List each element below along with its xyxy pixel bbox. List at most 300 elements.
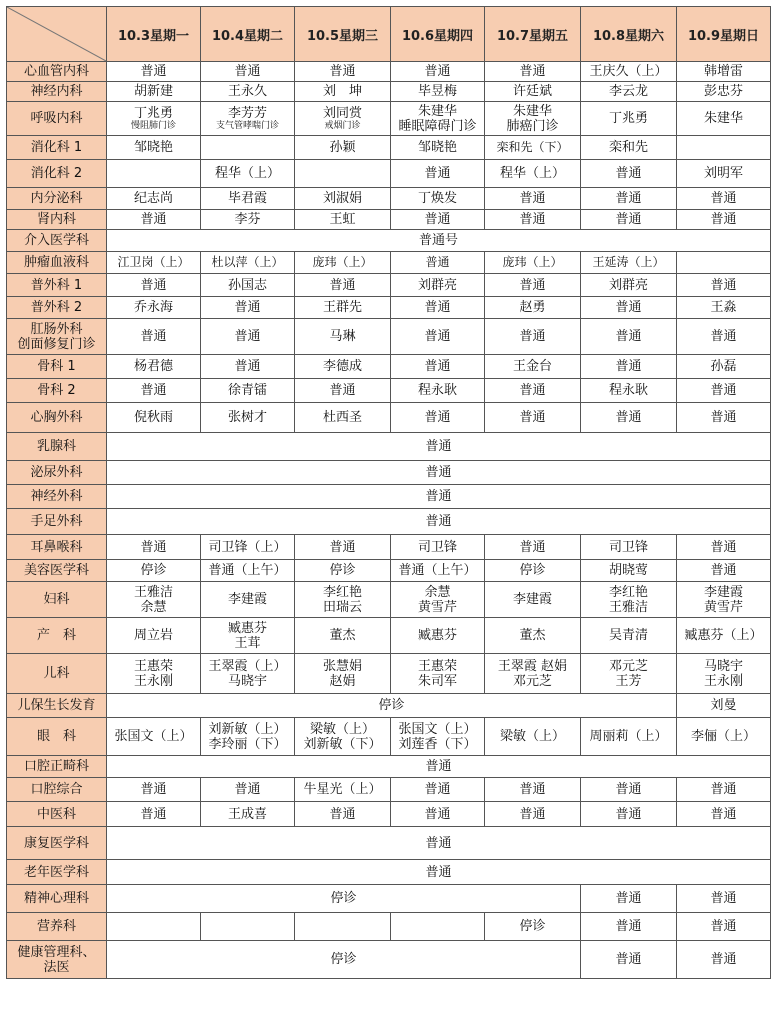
- day-header: 10.6星期四: [391, 7, 485, 62]
- merged-cell: 停诊: [107, 694, 677, 718]
- cell-line: 朱司军: [417, 673, 457, 689]
- schedule-cell: [295, 355, 391, 379]
- department-line: 儿保生长发育: [17, 698, 96, 713]
- department-row: [7, 941, 771, 979]
- cell-line: 赵勇: [519, 300, 546, 315]
- department-row: [7, 160, 771, 188]
- schedule-cell: [107, 654, 201, 694]
- department-line: 营养科: [36, 919, 76, 934]
- department-name: [7, 618, 107, 654]
- department-row: [7, 802, 771, 827]
- cell-line: 停诊: [519, 563, 546, 578]
- schedule-cell: [485, 355, 581, 379]
- cell-line: 普通: [710, 212, 737, 227]
- cell-line: 朱建华: [512, 103, 552, 119]
- merged-cell: 普通: [107, 433, 771, 461]
- department-line: 康复医学科: [23, 835, 89, 851]
- cell-line: 普通: [615, 952, 642, 967]
- schedule-cell: [201, 355, 295, 379]
- schedule-cell: [391, 297, 485, 319]
- cell-line: 普通: [615, 329, 642, 344]
- department-line: 心胸外科: [30, 410, 83, 425]
- cell-line: 杜西圣: [322, 410, 362, 425]
- schedule-cell: [295, 718, 391, 756]
- schedule-cell: [677, 210, 771, 230]
- schedule-cell: [391, 618, 485, 654]
- schedule-cell: [391, 355, 485, 379]
- cell-line: 孙颖: [329, 140, 356, 155]
- cell-line: 肺癌门诊: [506, 118, 559, 134]
- department-name: [7, 913, 107, 941]
- cell-line: 普通: [615, 806, 642, 822]
- department-row: [7, 379, 771, 403]
- cell-line: 毕君霞: [227, 191, 267, 206]
- cell-line: 李芬: [234, 212, 261, 227]
- department-row: [7, 509, 771, 535]
- cell-line: 普通: [234, 359, 261, 374]
- cell-line: 普通: [140, 277, 167, 293]
- schedule-cell: [391, 136, 485, 160]
- schedule-cell: [485, 718, 581, 756]
- cell-line: 普通: [140, 539, 167, 555]
- cell-line: 王庆久（上）: [589, 64, 668, 79]
- schedule-cell: [107, 718, 201, 756]
- schedule-cell: [485, 560, 581, 582]
- cell-line: 栾和先（下）: [496, 140, 569, 154]
- department-name: [7, 102, 107, 136]
- schedule-cell: [107, 62, 201, 82]
- schedule-cell: [677, 694, 771, 718]
- cell-line: 王雅洁: [133, 584, 173, 600]
- schedule-cell: [107, 802, 201, 827]
- schedule-cell: [295, 82, 391, 102]
- schedule-cell: [485, 913, 581, 941]
- cell-line: 普通: [615, 782, 642, 797]
- department-row: [7, 82, 771, 102]
- schedule-cell: [295, 582, 391, 618]
- schedule-cell: [201, 535, 295, 560]
- schedule-cell: [107, 210, 201, 230]
- schedule-cell: [485, 319, 581, 355]
- department-line: 手足外科: [30, 514, 83, 529]
- schedule-cell: [391, 62, 485, 82]
- merged-cell: 停诊: [107, 941, 581, 979]
- department-name: [7, 379, 107, 403]
- cell-line: 马晓宇: [703, 658, 743, 674]
- schedule-cell: [391, 82, 485, 102]
- cell-line: 普通: [424, 359, 451, 374]
- clinic-subtitle: 慢阻肺门诊: [130, 120, 176, 131]
- cell-line: 司卫锋: [608, 539, 648, 555]
- department-row: [7, 582, 771, 618]
- schedule-cell: [485, 379, 581, 403]
- department-line: 儿科: [43, 666, 70, 681]
- department-line: 创面修复门诊: [17, 336, 96, 352]
- merged-cell: 普通: [107, 756, 771, 778]
- cell-line: 普通: [519, 191, 546, 206]
- schedule-cell: [581, 136, 677, 160]
- schedule-cell: [391, 778, 485, 802]
- schedule-cell: [485, 297, 581, 319]
- cell-line: 王惠荣: [417, 658, 457, 674]
- department-line: 心血管内科: [23, 64, 89, 79]
- schedule-cell: [677, 582, 771, 618]
- department-line: 口腔正畸科: [23, 759, 89, 774]
- schedule-cell: [107, 403, 201, 433]
- cell-line: 普通: [615, 300, 642, 315]
- schedule-cell: [201, 582, 295, 618]
- cell-line: 普通: [519, 410, 546, 425]
- department-row: [7, 860, 771, 885]
- day-header: 10.5星期三: [295, 7, 391, 62]
- department-name: [7, 802, 107, 827]
- day-header: 10.9星期日: [677, 7, 771, 62]
- schedule-cell: [201, 379, 295, 403]
- schedule-cell: [391, 560, 485, 582]
- cell-line: 邹晓艳: [133, 140, 173, 155]
- cell-line: 普通: [424, 782, 451, 797]
- cell-line: 普通: [519, 782, 546, 797]
- cell-line: 普通: [140, 806, 167, 822]
- schedule-cell: [677, 252, 771, 274]
- cell-line: 邓元芝: [608, 658, 648, 674]
- cell-line: 王翠霞（上）: [208, 658, 287, 674]
- schedule-cell: [677, 136, 771, 160]
- cell-line: 余慧: [424, 584, 451, 600]
- department-name: [7, 136, 107, 160]
- cell-line: 丁焕发: [417, 191, 457, 206]
- cell-line: 董杰: [329, 628, 356, 643]
- department-line: 美容医学科: [23, 563, 89, 578]
- department-name: [7, 355, 107, 379]
- department-line: 中医科: [36, 806, 76, 822]
- cell-line: 李云龙: [608, 84, 648, 99]
- corner-cell: [7, 7, 107, 62]
- cell-line: 普通: [519, 539, 546, 555]
- department-row: [7, 885, 771, 913]
- department-row: [7, 355, 771, 379]
- department-row: [7, 778, 771, 802]
- schedule-cell: [295, 62, 391, 82]
- department-name: [7, 252, 107, 274]
- schedule-cell: [677, 535, 771, 560]
- schedule-cell: [391, 379, 485, 403]
- cell-line: 李建霞: [227, 592, 267, 607]
- cell-line: 刘莲香（下）: [398, 736, 477, 752]
- cell-line: 普通: [615, 410, 642, 425]
- merged-cell: 普通: [107, 827, 771, 860]
- department-row: [7, 62, 771, 82]
- schedule-cell: [295, 188, 391, 210]
- schedule-cell: [485, 252, 581, 274]
- schedule-cell: [201, 62, 295, 82]
- schedule-cell: [677, 654, 771, 694]
- schedule-cell: [485, 160, 581, 188]
- schedule-cell: [201, 403, 295, 433]
- department-row: [7, 210, 771, 230]
- cell-line: 朱建华: [417, 103, 457, 119]
- department-line: 精神心理科: [23, 891, 89, 906]
- department-row: [7, 252, 771, 274]
- schedule-cell: [295, 403, 391, 433]
- cell-line: 王群先: [322, 300, 362, 315]
- cell-line: 普通: [140, 329, 167, 344]
- cell-line: 普通: [710, 952, 737, 967]
- schedule-cell: [677, 941, 771, 979]
- schedule-cell: [677, 188, 771, 210]
- schedule-cell: [581, 778, 677, 802]
- schedule-cell: [485, 582, 581, 618]
- schedule-cell: [295, 274, 391, 297]
- schedule-cell: [677, 62, 771, 82]
- cell-line: 普通: [424, 166, 451, 181]
- schedule-cell: [201, 82, 295, 102]
- merged-cell: 普通: [107, 860, 771, 885]
- department-line: 呼吸内科: [30, 111, 83, 126]
- schedule-cell: [201, 718, 295, 756]
- schedule-cell: [581, 802, 677, 827]
- cell-line: 张国文（上）: [398, 721, 477, 737]
- cell-line: 臧惠芬: [417, 628, 457, 643]
- cell-line: 胡晓莺: [608, 563, 648, 578]
- schedule-cell: [391, 210, 485, 230]
- schedule-cell: [201, 274, 295, 297]
- cell-line: 停诊: [519, 919, 546, 934]
- cell-line: 普通: [329, 806, 356, 822]
- schedule-cell: [485, 82, 581, 102]
- schedule-cell: [677, 355, 771, 379]
- department-name: [7, 941, 107, 979]
- cell-line: 王永久: [227, 84, 267, 99]
- cell-line: 张国文（上）: [114, 729, 193, 744]
- department-row: [7, 461, 771, 485]
- schedule-cell: [107, 252, 201, 274]
- schedule-cell: [201, 188, 295, 210]
- cell-line: 董杰: [519, 628, 546, 643]
- cell-line: 马琳: [329, 329, 356, 344]
- cell-line: 庞玮（上）: [502, 255, 563, 269]
- cell-line: 普通: [140, 64, 167, 79]
- department-row: [7, 297, 771, 319]
- schedule-cell: [677, 560, 771, 582]
- department-row: [7, 403, 771, 433]
- merged-cell: 普通: [107, 485, 771, 509]
- department-line: 骨科 2: [37, 383, 76, 398]
- cell-line: 臧惠芬（上）: [684, 628, 763, 643]
- department-line: 乳腺科: [36, 439, 76, 454]
- cell-line: 王延涛（上）: [592, 255, 665, 269]
- schedule-cell: [485, 188, 581, 210]
- cell-line: 停诊: [140, 563, 167, 578]
- schedule-cell: [295, 319, 391, 355]
- schedule-cell: [581, 582, 677, 618]
- cell-line: 普通: [615, 891, 642, 906]
- cell-line: 李俪（上）: [690, 729, 756, 744]
- cell-line: 田瑞云: [322, 599, 362, 615]
- schedule-cell: [295, 210, 391, 230]
- cell-line: 司卫锋（上）: [208, 539, 287, 555]
- cell-line: 王茸: [234, 635, 261, 651]
- cell-line: 刘新敏（下）: [303, 736, 382, 752]
- cell-line: 徐青镭: [227, 383, 267, 398]
- department-name: [7, 756, 107, 778]
- schedule-cell: [107, 136, 201, 160]
- cell-line: 普通: [519, 329, 546, 344]
- cell-line: 张慧娟: [322, 658, 362, 674]
- cell-line: 吴青清: [608, 628, 648, 643]
- department-name: [7, 62, 107, 82]
- department-line: 神经外科: [30, 489, 83, 504]
- cell-line: 王虹: [329, 212, 356, 227]
- schedule-cell: [295, 913, 391, 941]
- cell-line: 普通: [710, 539, 737, 555]
- schedule-cell: [391, 319, 485, 355]
- department-name: [7, 827, 107, 860]
- schedule-cell: [677, 403, 771, 433]
- schedule-cell: [201, 297, 295, 319]
- department-name: [7, 188, 107, 210]
- cell-line: 刘明军: [703, 166, 743, 181]
- cell-line: 程华（上）: [499, 166, 565, 181]
- department-name: [7, 485, 107, 509]
- cell-line: 普通: [424, 806, 451, 822]
- cell-line: 栾和先: [608, 140, 648, 155]
- schedule-cell: [295, 136, 391, 160]
- schedule-cell: [201, 618, 295, 654]
- schedule-cell: [107, 913, 201, 941]
- cell-line: 杜以萍（上）: [211, 255, 284, 269]
- cell-line: 赵娟: [329, 673, 356, 689]
- cell-line: 司卫锋: [417, 539, 457, 555]
- cell-line: 普通: [615, 919, 642, 934]
- department-line: 眼 科: [36, 729, 76, 744]
- cell-line: 韩增雷: [703, 64, 743, 79]
- department-line: 肛肠外科: [30, 321, 83, 337]
- department-line: 产 科: [36, 628, 76, 643]
- schedule-cell: [677, 319, 771, 355]
- cell-line: 王金台: [512, 359, 552, 374]
- schedule-cell: [485, 654, 581, 694]
- schedule-cell: [581, 913, 677, 941]
- cell-line: 周丽莉（上）: [589, 729, 668, 744]
- cell-line: 普通: [329, 383, 356, 398]
- department-name: [7, 654, 107, 694]
- schedule-cell: [677, 82, 771, 102]
- schedule-cell: [107, 319, 201, 355]
- merged-cell: 普通: [107, 509, 771, 535]
- schedule-cell: [581, 102, 677, 136]
- schedule-cell: [107, 778, 201, 802]
- schedule-cell: [581, 82, 677, 102]
- cell-line: 普通: [519, 212, 546, 227]
- schedule-cell: [201, 160, 295, 188]
- schedule-cell: [485, 802, 581, 827]
- schedule-cell: [201, 560, 295, 582]
- cell-line: 普通: [615, 166, 642, 181]
- cell-line: 普通: [140, 782, 167, 797]
- schedule-cell: [201, 102, 295, 136]
- cell-line: 刘群亮: [417, 277, 457, 293]
- diagonal-line: [7, 7, 106, 61]
- cell-line: 李芳芳: [227, 105, 267, 121]
- cell-line: 王雅洁: [608, 599, 648, 615]
- cell-line: 张树才: [227, 410, 267, 425]
- cell-line: 王淼: [710, 300, 737, 315]
- cell-line: 普通: [710, 191, 737, 206]
- cell-line: 普通: [519, 64, 546, 79]
- clinic-subtitle: 戒烟门诊: [324, 120, 361, 131]
- schedule-cell: [485, 618, 581, 654]
- schedule-cell: [391, 535, 485, 560]
- department-row: [7, 433, 771, 461]
- cell-line: 毕昱梅: [417, 84, 457, 99]
- schedule-cell: [107, 379, 201, 403]
- schedule-cell: [391, 802, 485, 827]
- department-name: [7, 718, 107, 756]
- department-line: 肿瘤血液科: [23, 255, 89, 270]
- cell-line: 普通: [710, 806, 737, 822]
- schedule-cell: [485, 136, 581, 160]
- cell-line: 王成喜: [227, 806, 267, 822]
- cell-line: 杨君德: [133, 359, 173, 374]
- cell-line: 王惠荣: [133, 658, 173, 674]
- department-name: [7, 230, 107, 252]
- department-line: 神经内科: [30, 84, 83, 99]
- cell-line: 丁兆勇: [608, 111, 648, 126]
- schedule-cell: [391, 718, 485, 756]
- schedule-cell: [581, 210, 677, 230]
- schedule-cell: [391, 160, 485, 188]
- department-name: [7, 210, 107, 230]
- cell-line: 牛星光（上）: [303, 782, 382, 797]
- cell-line: 普通: [140, 212, 167, 227]
- schedule-cell: [677, 718, 771, 756]
- schedule-cell: [391, 102, 485, 136]
- cell-line: 孙磊: [710, 359, 737, 374]
- cell-line: 普通: [234, 64, 261, 79]
- cell-line: 胡新建: [133, 84, 173, 99]
- cell-line: 王永刚: [703, 673, 743, 689]
- schedule-cell: [581, 188, 677, 210]
- department-line: 骨科 1: [37, 359, 76, 374]
- cell-line: 普通: [710, 410, 737, 425]
- cell-line: 程永耿: [608, 383, 648, 398]
- schedule-cell: [295, 778, 391, 802]
- cell-line: 普通: [710, 563, 737, 578]
- department-row: [7, 535, 771, 560]
- cell-line: 睡眠障碍门诊: [398, 118, 477, 134]
- cell-line: 黄雪芹: [703, 599, 743, 615]
- department-name: [7, 560, 107, 582]
- cell-line: 普通: [424, 329, 451, 344]
- schedule-cell: [201, 136, 295, 160]
- schedule-cell: [581, 941, 677, 979]
- schedule-cell: [485, 778, 581, 802]
- department-name: [7, 461, 107, 485]
- cell-line: 普通: [710, 782, 737, 797]
- schedule-cell: [581, 403, 677, 433]
- schedule-cell: [107, 355, 201, 379]
- cell-line: 停诊: [329, 563, 356, 578]
- department-name: [7, 297, 107, 319]
- department-line: 内分泌科: [30, 191, 83, 206]
- clinic-subtitle: 支气管哮喘门诊: [215, 120, 279, 131]
- cell-line: 刘淑娟: [322, 191, 362, 206]
- day-header: 10.7星期五: [485, 7, 581, 62]
- schedule-cell: [581, 379, 677, 403]
- schedule-cell: [677, 160, 771, 188]
- schedule-cell: [391, 654, 485, 694]
